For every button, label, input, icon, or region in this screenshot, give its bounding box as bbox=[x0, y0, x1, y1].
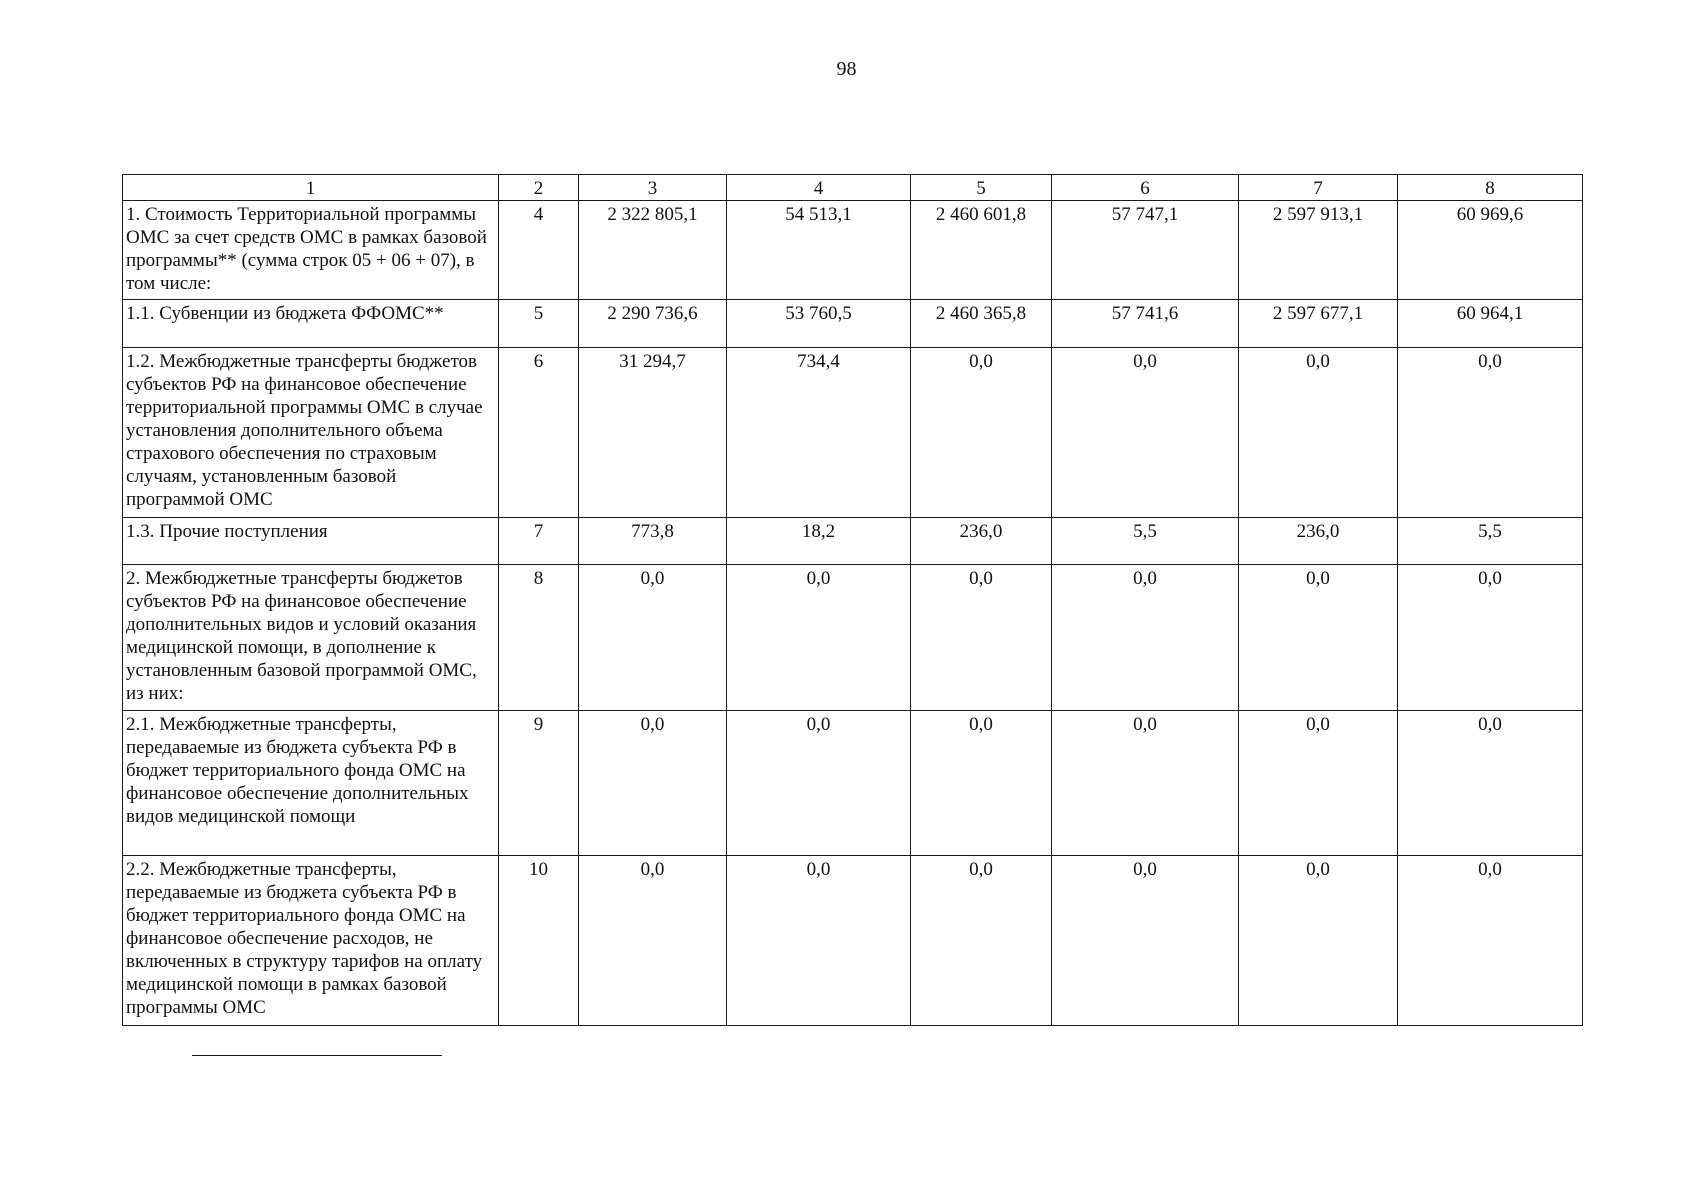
cell-value: 60 964,1 bbox=[1398, 300, 1583, 348]
cell-value: 0,0 bbox=[1398, 348, 1583, 518]
budget-table bbox=[122, 174, 1583, 1026]
cell-value: 2 290 736,6 bbox=[579, 300, 727, 348]
row-label: 2.2. Межбюджетные трансферты, передаваемые из бюджета субъекта РФ в бюджет территориального фонда ОМС на финансовое обеспечение расходов, не включенных в структуру тарифов на оплату медицинской помощи в рамках базовой программы ОМС bbox=[123, 856, 499, 1026]
cell-value: 57 741,6 bbox=[1052, 300, 1239, 348]
cell-value: 0,0 bbox=[1398, 856, 1583, 1026]
row-code: 9 bbox=[499, 711, 579, 856]
cell-value: 0,0 bbox=[1239, 856, 1398, 1026]
cell-value: 60 969,6 bbox=[1398, 201, 1583, 300]
cell-value: 2 460 601,8 bbox=[911, 201, 1052, 300]
cell-value: 0,0 bbox=[579, 565, 727, 711]
column-number: 3 bbox=[579, 175, 727, 201]
cell-value: 54 513,1 bbox=[727, 201, 911, 300]
cell-value: 0,0 bbox=[1052, 856, 1239, 1026]
page-number: 98 bbox=[836, 58, 857, 80]
cell-value: 0,0 bbox=[579, 711, 727, 856]
cell-value: 236,0 bbox=[911, 518, 1052, 565]
row-code: 6 bbox=[499, 348, 579, 518]
row-label: 2. Межбюджетные трансферты бюджетов субъектов РФ на финансовое обеспечение дополнительных видов и условий оказания медицинской помощи, в дополнение к установленным базовой программой ОМС, из них: bbox=[123, 565, 499, 711]
cell-value: 53 760,5 bbox=[727, 300, 911, 348]
row-label: 1.1. Субвенции из бюджета ФФОМС** bbox=[123, 300, 499, 348]
cell-value: 0,0 bbox=[727, 856, 911, 1026]
cell-value: 773,8 bbox=[579, 518, 727, 565]
column-number: 4 bbox=[727, 175, 911, 201]
row-code: 7 bbox=[499, 518, 579, 565]
table-row bbox=[123, 711, 1583, 856]
cell-value: 0,0 bbox=[1052, 348, 1239, 518]
row-code: 10 bbox=[499, 856, 579, 1026]
cell-value: 0,0 bbox=[911, 348, 1052, 518]
table-row bbox=[123, 300, 1583, 348]
row-label: 1.2. Межбюджетные трансферты бюджетов субъектов РФ на финансовое обеспечение территориальной программы ОМС в случае установления дополнительного объема страхового обеспечения по страховым случаям, установленным базовой программой ОМС bbox=[123, 348, 499, 518]
row-code: 4 bbox=[499, 201, 579, 300]
cell-value: 0,0 bbox=[1052, 565, 1239, 711]
cell-value: 0,0 bbox=[1052, 711, 1239, 856]
cell-value: 31 294,7 bbox=[579, 348, 727, 518]
table-row bbox=[123, 518, 1583, 565]
column-number: 2 bbox=[499, 175, 579, 201]
table-row bbox=[123, 348, 1583, 518]
cell-value: 5,5 bbox=[1398, 518, 1583, 565]
column-number: 6 bbox=[1052, 175, 1239, 201]
cell-value: 57 747,1 bbox=[1052, 201, 1239, 300]
column-number: 5 bbox=[911, 175, 1052, 201]
table-row bbox=[123, 201, 1583, 300]
cell-value: 0,0 bbox=[911, 565, 1052, 711]
column-number: 1 bbox=[123, 175, 499, 201]
cell-value: 0,0 bbox=[911, 711, 1052, 856]
cell-value: 0,0 bbox=[727, 565, 911, 711]
cell-value: 5,5 bbox=[1052, 518, 1239, 565]
cell-value: 0,0 bbox=[1239, 565, 1398, 711]
column-number: 7 bbox=[1239, 175, 1398, 201]
cell-value: 2 597 677,1 bbox=[1239, 300, 1398, 348]
cell-value: 18,2 bbox=[727, 518, 911, 565]
row-code: 5 bbox=[499, 300, 579, 348]
cell-value: 0,0 bbox=[911, 856, 1052, 1026]
table-header-row bbox=[123, 175, 1583, 201]
cell-value: 2 597 913,1 bbox=[1239, 201, 1398, 300]
cell-value: 2 460 365,8 bbox=[911, 300, 1052, 348]
cell-value: 0,0 bbox=[1398, 711, 1583, 856]
cell-value: 0,0 bbox=[1398, 565, 1583, 711]
row-label: 1. Стоимость Территориальной программы ОМС за счет средств ОМС в рамках базовой программы** (сумма строк 05 + 06 + 07), в том числе: bbox=[123, 201, 499, 300]
cell-value: 0,0 bbox=[1239, 348, 1398, 518]
table-row bbox=[123, 856, 1583, 1026]
footnote-separator bbox=[192, 1055, 442, 1056]
cell-value: 2 322 805,1 bbox=[579, 201, 727, 300]
column-number: 8 bbox=[1398, 175, 1583, 201]
cell-value: 734,4 bbox=[727, 348, 911, 518]
table-row bbox=[123, 565, 1583, 711]
cell-value: 0,0 bbox=[579, 856, 727, 1026]
row-label: 1.3. Прочие поступления bbox=[123, 518, 499, 565]
cell-value: 0,0 bbox=[1239, 711, 1398, 856]
row-code: 8 bbox=[499, 565, 579, 711]
cell-value: 0,0 bbox=[727, 711, 911, 856]
row-label: 2.1. Межбюджетные трансферты, передаваемые из бюджета субъекта РФ в бюджет территориального фонда ОМС на финансовое обеспечение дополнительных видов медицинской помощи bbox=[123, 711, 499, 856]
cell-value: 236,0 bbox=[1239, 518, 1398, 565]
